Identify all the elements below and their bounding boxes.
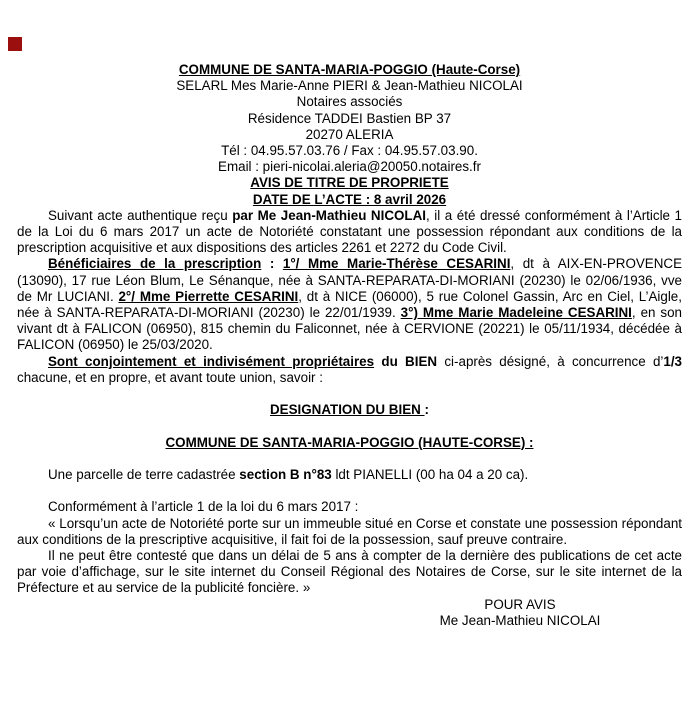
acte-date-title: DATE DE L’ACTE : 8 avril 2026 <box>252 191 447 207</box>
red-square-marker <box>8 37 22 51</box>
office-address-line: Résidence TADDEI Bastien BP 37 <box>247 110 452 126</box>
paragraph-acte: Suivant acte authentique reçu par Me Jean-Mathieu NICOLAI, il a été dressé conformément à l’Article 1 de la Loi du 6 mars 2017 un acte de Notoriété constatant une possession répondant aux conditions de la prescription acquisitive et aux dispositions des articles 2261 et 2272 du Code Civil. <box>17 207 682 256</box>
notaire-signature-line: Me Jean-Mathieu NICOLAI <box>439 612 601 628</box>
signature-block <box>370 597 670 629</box>
paragraph-citation-1: « Lorsqu’un acte de Notoriété porte sur un immeuble situé en Corse et constate une possession répondant aux conditions de la prescriptive acquisitive, il fait foi de la possession, sauf preuve contraire. <box>17 515 682 547</box>
commune-title-line: COMMUNE DE SANTA-MARIA-POGGIO (Haute-Corse) <box>178 62 521 77</box>
heading-commune-bien: COMMUNE DE SANTA-MARIA-POGGIO (HAUTE-CORSE) : <box>165 434 534 450</box>
pour-avis-line: POUR AVIS <box>484 596 556 612</box>
legal-notice-document <box>17 62 682 629</box>
office-phone-line: Tél : 04.95.57.03.76 / Fax : 04.95.57.03.90. <box>221 143 478 159</box>
notice-title: AVIS DE TITRE DE PROPRIETE <box>250 175 449 191</box>
paragraph-proprietaires: Sont conjointement et indivisément propriétaires du BIEN ci-après désigné, à concurrence d’1/3 chacune, et en propre, et avant toute union, savoir : <box>17 353 683 385</box>
paragraph-citation-2: Il ne peut être contesté que dans un délai de 5 ans à compter de la dernière des publications de cet acte par voie d’affichage, sur le site internet du Conseil Régional des Notaires de Corse, sur le site internet de la Préfecture et au service de la publicité foncière. » <box>17 548 682 596</box>
office-city-line: 20270 ALERIA <box>305 126 394 142</box>
spacer <box>17 451 682 467</box>
spacer <box>17 483 682 499</box>
paragraph-beneficiaires: Bénéficiaires de la prescription : 1°/ Mme Marie-Thérèse CESARINI, dt à AIX-EN-PROVENCE (13090), 17 rue Léon Blum, Le Sénanque, née à SANTA-REPARATA-DI-MORIANI (20230) le 02/06/1936, vve de Mr LUCIANI. 2°/ Mme Pierrette CESARINI, dt à NICE (06000), 5 rue Colonel Gassin, Arc en Ciel, L’Aigle, née à SANTA-REPARATA-DI-MORIANI (20230) le 22/01/1939. 3°) Mme Marie Madeleine CESARINI, en son vivant dt à FALICON (06950), 815 chemin du Faliconnet, née à CERVIONE (20221) le 05/11/1934, décédée à FALICON (06950) le 25/03/2020. <box>17 256 682 353</box>
spacer <box>17 418 682 434</box>
office-email-line: Email : pieri-nicolai.aleria@20050.notaires.fr <box>218 159 481 175</box>
heading-designation-du-bien: DESIGNATION DU BIEN : <box>270 402 429 418</box>
office-name-line: SELARL Mes Marie-Anne PIERI & Jean-Mathieu NICOLAI <box>176 78 523 94</box>
paragraph-conformement: Conformément à l’article 1 de la loi du 6 mars 2017 : <box>48 499 359 515</box>
paragraph-parcelle: Une parcelle de terre cadastrée section B n°83 ldt PIANELLI (00 ha 04 a 20 ca). <box>48 467 529 483</box>
spacer <box>17 386 682 402</box>
office-role-line: Notaires associés <box>296 94 403 110</box>
